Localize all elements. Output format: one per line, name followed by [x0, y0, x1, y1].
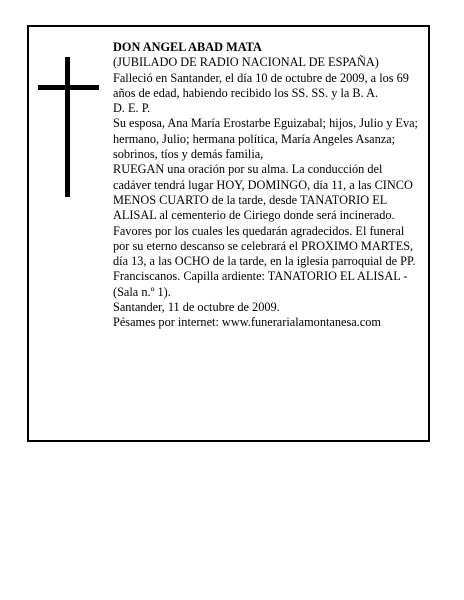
funeral-details: RUEGAN una oración por su alma. La conducción del cadáver tendrá lugar HOY, DOMINGO, día 11, a las CINCO MENOS CUARTO de la tarde, desde TANATORIO EL ALISAL al cementerio de Ciriego donde será incinerado. Favores por los cuales les quedarán agradecidos. El funeral por su eterno descanso se celebrará el PROXIMO MARTES, día 13, a las OCHO de la tarde, en la iglesia parroquial de PP. Franciscanos. Capilla ardiente: TANATORIO EL ALISAL - (Sala n.º 1). [113, 162, 416, 299]
obituary-text [113, 40, 423, 331]
dep-line: D. E. P. [113, 101, 151, 116]
deceased-name: DON ANGEL ABAD MATA [113, 40, 262, 54]
family-list: Su esposa, Ana María Erostarbe Eguizabal; hijos, Julio y Eva; hermano, Julio; hermana política, María Angeles Asanza; sobrinos, tíos y demás familia, [113, 116, 418, 162]
cross-icon [65, 57, 70, 197]
death-details: Falleció en Santander, el día 10 de octubre de 2009, a los 69 años de edad, habiendo recibido los SS. SS. y la B. A. [113, 70, 409, 100]
place-date: Santander, 11 de octubre de 2009. [113, 300, 280, 315]
cross-icon-bar [38, 85, 99, 90]
deceased-subtitle: (JUBILADO DE RADIO NACIONAL DE ESPAÑA) [113, 55, 379, 70]
condolences-link[interactable]: Pésames por internet: www.funerarialamontanesa.com [113, 315, 381, 330]
